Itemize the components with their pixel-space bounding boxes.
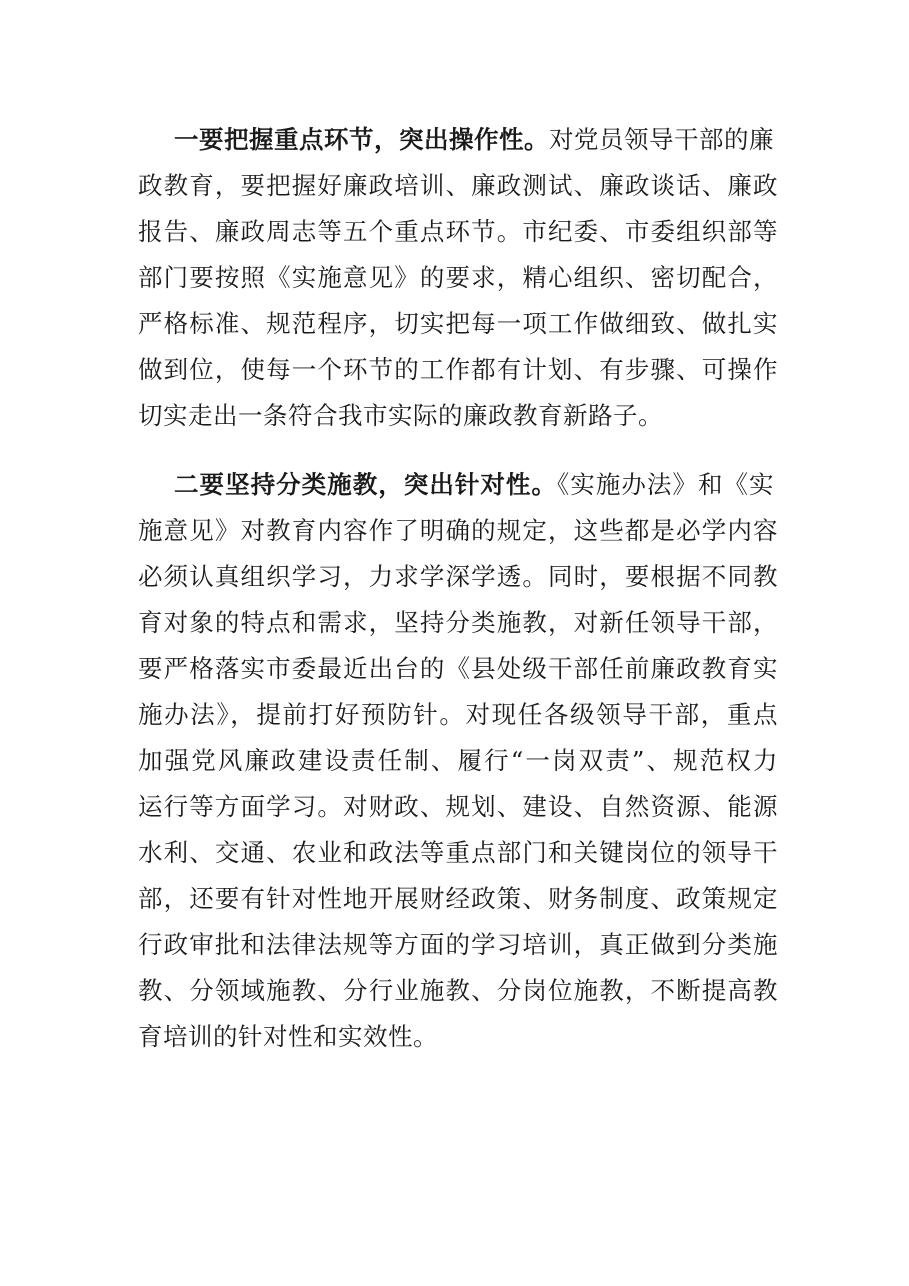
paragraph-2-line: 施办法》，提前打好预防针。对现任各级领导干部，重点 <box>138 700 778 729</box>
paragraph-1-first-line-text: 对党员领导干部的廉 <box>549 125 774 154</box>
paragraph-2-line: 水利、交通、农业和政法等重点部门和关键岗位的领导干 <box>138 838 778 867</box>
paragraph-2-line: 施意见》对教育内容作了明确的规定，这些都是必学内容 <box>138 516 778 545</box>
paragraph-2-line: 行政审批和法律法规等方面的学习培训，真正做到分类施 <box>138 930 778 959</box>
paragraph-1-line: 报告、廉政周志等五个重点环节。市纪委、市委组织部等 <box>138 217 778 246</box>
paragraph-2-line: 育培训的针对性和实效性。 <box>138 1022 438 1051</box>
paragraph-2-first-line <box>174 463 774 507</box>
paragraph-2-line: 教、分领域施教、分行业施教、分岗位施教，不断提高教 <box>138 976 778 1005</box>
paragraph-1-line: 政教育，要把握好廉政培训、廉政测试、廉政谈话、廉政 <box>138 171 778 200</box>
paragraph-2-line: 育对象的特点和需求，坚持分类施教，对新任领导干部， <box>138 608 778 637</box>
paragraph-1-first-line <box>174 118 774 162</box>
paragraph-2-heading: 二要坚持分类施教，突出针对性。 <box>174 470 557 499</box>
paragraph-1-line: 做到位，使每一个环节的工作都有计划、有步骤、可操作 <box>138 355 778 384</box>
paragraph-1-line: 部门要按照《实施意见》的要求，精心组织、密切配合， <box>138 263 778 292</box>
paragraph-2-first-line-text: 《实施办法》和《实 <box>557 470 775 499</box>
paragraph-2-line: 部，还要有针对性地开展财经政策、财务制度、政策规定 <box>138 884 778 913</box>
paragraph-2-line: 加强党风廉政建设责任制、履行“一岗双责”、规范权力 <box>138 746 778 775</box>
paragraph-1-heading: 一要把握重点环节，突出操作性。 <box>174 125 549 154</box>
paragraph-1-line: 切实走出一条符合我市实际的廉政教育新路子。 <box>138 401 663 430</box>
paragraph-2-line: 运行等方面学习。对财政、规划、建设、自然资源、能源 <box>138 792 778 821</box>
paragraph-2-line: 必须认真组织学习，力求学深学透。同时，要根据不同教 <box>138 562 778 591</box>
paragraph-2-line: 要严格落实市委最近出台的《县处级干部任前廉政教育实 <box>138 654 778 683</box>
paragraph-1-line: 严格标准、规范程序，切实把每一项工作做细致、做扎实 <box>138 309 778 338</box>
